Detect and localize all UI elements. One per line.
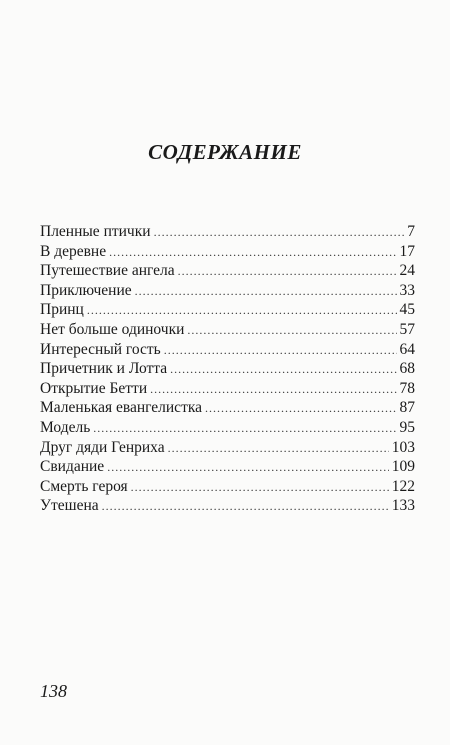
toc-dot-leader bbox=[107, 458, 389, 478]
toc-entry-title: Утешена bbox=[40, 497, 99, 515]
toc-entry-title: В деревне bbox=[40, 242, 107, 260]
toc-entry bbox=[40, 281, 415, 301]
toc-entry bbox=[40, 379, 415, 399]
toc-entry-title: Смерть героя bbox=[40, 477, 128, 495]
toc-entry-page: 68 bbox=[399, 360, 415, 378]
toc-dot-leader bbox=[87, 301, 397, 321]
toc-dot-leader bbox=[154, 223, 405, 243]
toc-entry-title: Модель bbox=[40, 418, 91, 436]
toc-dot-leader bbox=[102, 497, 389, 517]
toc-entry bbox=[40, 222, 415, 242]
toc-dot-leader bbox=[205, 399, 396, 419]
toc-entry-page: 103 bbox=[391, 438, 415, 456]
toc-entry bbox=[40, 477, 415, 497]
toc-entry-title: Путешествие ангела bbox=[40, 262, 175, 280]
toc-dot-leader bbox=[135, 282, 397, 302]
toc-entry-page: 64 bbox=[399, 340, 415, 358]
toc-entry-page: 24 bbox=[399, 262, 415, 280]
toc-entry-title: Друг дяди Генриха bbox=[40, 438, 165, 456]
toc-entry bbox=[40, 320, 415, 340]
toc-dot-leader bbox=[150, 380, 396, 400]
toc-dot-leader bbox=[93, 419, 396, 439]
toc-entry-title: Пленные птички bbox=[40, 223, 151, 240]
toc-entry bbox=[40, 457, 415, 477]
toc-dot-leader bbox=[178, 262, 397, 282]
toc-entry bbox=[40, 300, 415, 320]
toc-dot-leader bbox=[109, 243, 396, 263]
toc-dot-leader bbox=[170, 360, 396, 380]
toc-entry-page: 109 bbox=[391, 458, 415, 476]
toc-dot-leader bbox=[131, 478, 389, 498]
toc-entry-page: 87 bbox=[399, 399, 415, 417]
toc-entry bbox=[40, 398, 415, 418]
toc-dot-leader bbox=[164, 341, 397, 361]
toc-entry-title: Принц bbox=[40, 301, 84, 319]
toc-entry bbox=[40, 340, 415, 360]
toc-entry-title: Маленькая евангелистка bbox=[40, 399, 203, 417]
toc-entry-page: 17 bbox=[399, 242, 415, 260]
page-number: 138 bbox=[40, 681, 67, 701]
table-of-contents bbox=[40, 222, 415, 516]
toc-entry bbox=[40, 261, 415, 281]
toc-dot-leader bbox=[187, 321, 396, 341]
toc-entry-page: 78 bbox=[399, 379, 415, 397]
toc-entry-page: 7 bbox=[407, 223, 415, 240]
toc-entry-title: Интересный гость bbox=[40, 340, 161, 358]
toc-entry-title: Приключение bbox=[40, 281, 132, 299]
toc-entry-page: 45 bbox=[399, 301, 415, 319]
toc-entry-page: 57 bbox=[399, 320, 415, 338]
toc-entry-page: 133 bbox=[391, 497, 415, 515]
toc-entry-page: 33 bbox=[399, 281, 415, 299]
toc-entry bbox=[40, 496, 415, 516]
toc-entry-page: 95 bbox=[399, 418, 415, 436]
toc-entry-title: Нет больше одиночки bbox=[40, 320, 185, 338]
toc-entry-title: Свидание bbox=[40, 458, 105, 476]
toc-entry bbox=[40, 438, 415, 458]
page-title: СОДЕРЖАНИЕ bbox=[148, 140, 302, 164]
toc-entry-title: Причетник и Лотта bbox=[40, 360, 168, 378]
toc-entry bbox=[40, 359, 415, 379]
toc-entry-page: 122 bbox=[391, 477, 415, 495]
toc-entry-title: Открытие Бетти bbox=[40, 379, 148, 397]
toc-entry bbox=[40, 242, 415, 262]
toc-entry bbox=[40, 418, 415, 438]
toc-dot-leader bbox=[168, 439, 389, 459]
